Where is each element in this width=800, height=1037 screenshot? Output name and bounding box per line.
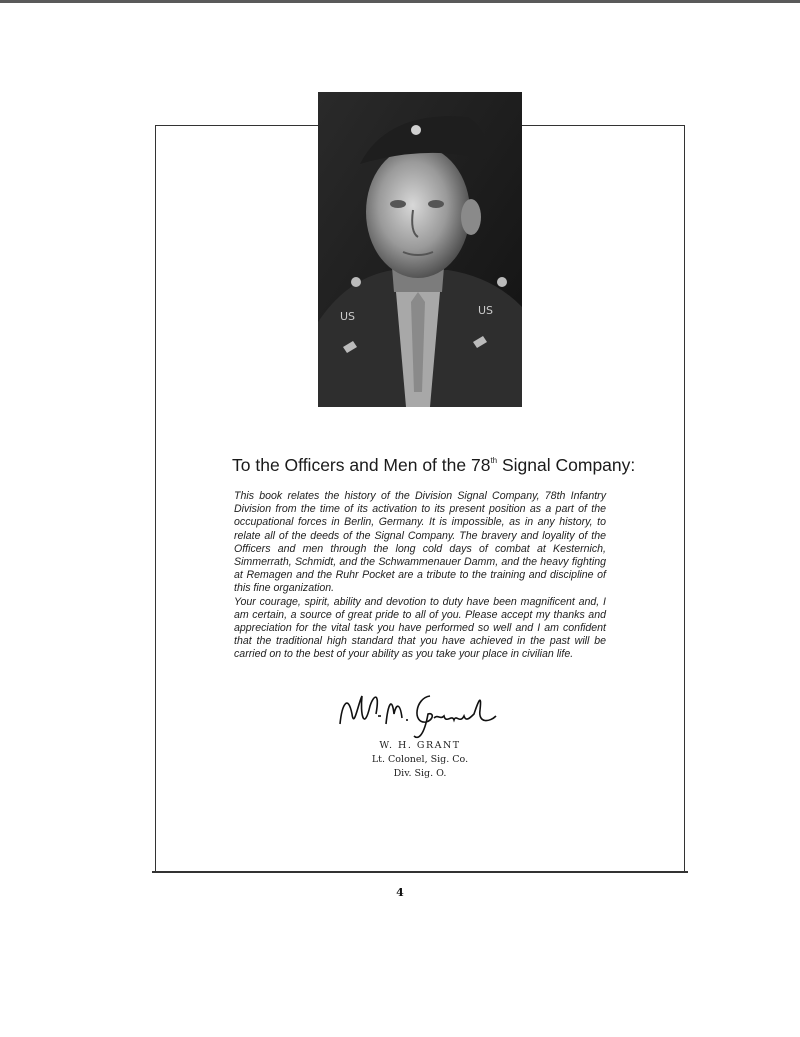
signer-rank: Lt. Colonel, Sig. Co. xyxy=(371,754,469,765)
frame-left-line xyxy=(155,125,156,873)
frame-right-line xyxy=(684,125,685,873)
top-rule xyxy=(0,0,800,3)
svg-text:US: US xyxy=(340,310,356,323)
heading-ordinal-suffix: th xyxy=(490,456,498,465)
page-number: 4 xyxy=(396,886,404,899)
letter-paragraph-2: Your courage, spirit, ability and devotion to duty have been magnificent and, I am certain, a source of great pride to all of you. Please accept my thanks and appreciation for the vital task you have performed so well and I am confident that the traditional high standard that you have achieved in the past will be carried on to the best of your ability as you take your place in civilian life. xyxy=(234,595,606,661)
frame-bottom-line xyxy=(152,871,688,873)
frame-top-left-line xyxy=(155,125,318,126)
heading-prefix: To the Officers and Men of the 78 xyxy=(232,455,491,475)
signer-name: W. H. GRANT xyxy=(379,740,461,751)
signer-office: Div. Sig. O. xyxy=(393,768,447,779)
signer-block xyxy=(330,739,510,781)
letter-body xyxy=(234,490,606,662)
letter-heading xyxy=(232,455,652,476)
letter-paragraph-1: This book relates the history of the Division Signal Company, 78th Infantry Division from the time of its activation to its present position as a part of the occupational forces in Berlin, Germany. It is impossible, as in any history, to relate all of the deeds of the Signal Company. The bravery and loyality of the Officers and men through the long cold days of combat at Kesternich, Simmerrath, Schmidt, and the Schwammenauer Damm, and the heavy fighting at Remagen and the Ruhr Pocket are a tribute to the training and discipline of this fine organization. xyxy=(234,490,606,595)
frame-top-right-line xyxy=(522,125,685,126)
svg-text:US: US xyxy=(478,304,494,317)
heading-rest: Signal Company: xyxy=(497,455,636,475)
officer-portrait-photo xyxy=(318,92,522,407)
handwritten-signature xyxy=(330,684,500,744)
